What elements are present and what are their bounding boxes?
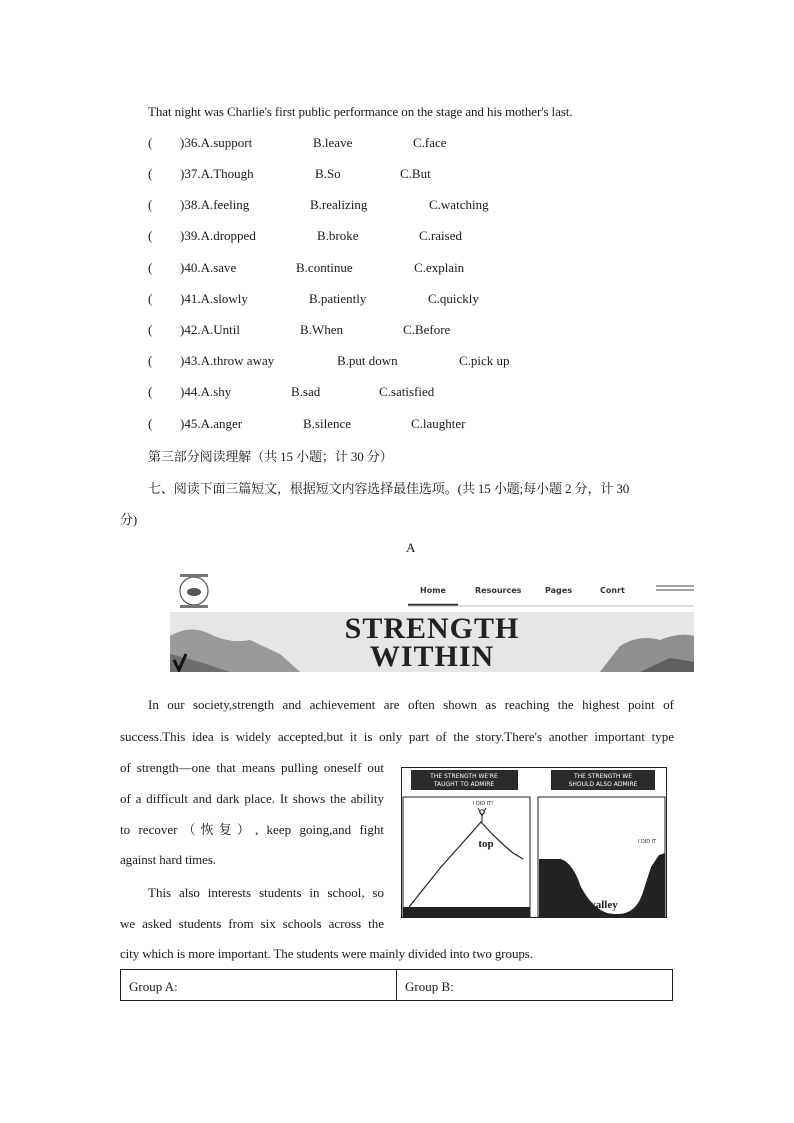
comic-right-caption-1: THE STRENGTH WE — [573, 773, 633, 780]
question-row — [148, 197, 708, 215]
option-a: )36.A.support — [180, 135, 253, 150]
intro-sentence: That night was Charlie's first public performance on the stage and his mother's last. — [148, 104, 573, 119]
passage-line-9: city which is more important. The students were mainly divided into two groups. — [120, 946, 533, 961]
answer-bracket: ( — [148, 322, 153, 337]
option-a: )38.A.feeling — [180, 197, 250, 212]
strength-comic — [401, 767, 667, 918]
option-c: C.explain — [414, 260, 465, 275]
group-b-cell: Group B: — [396, 970, 672, 1000]
question-row — [148, 135, 708, 153]
instruction-line-2: 分) — [120, 512, 138, 527]
question-row — [148, 416, 708, 434]
comic-right-caption-2: SHOULD ALSO ADMIRE — [568, 781, 638, 788]
banner-nav-resources: Resources — [475, 586, 522, 595]
section-title: 第三部分阅读理解（共 15 小题；计 30 分） — [148, 449, 393, 464]
answer-bracket: ( — [148, 228, 153, 243]
passage-line-7: This also interests students in school, so — [148, 885, 384, 900]
question-row — [148, 353, 708, 371]
answer-bracket: ( — [148, 166, 153, 181]
passage-line-1: In our society,strength and achievement are often shown as reaching the highest point of — [148, 697, 674, 712]
groups-table — [120, 969, 673, 1001]
banner-nav-conrt: Conrt — [600, 586, 625, 595]
answer-bracket: ( — [148, 384, 153, 399]
answer-bracket: ( — [148, 260, 153, 275]
option-b: B.put down — [337, 353, 398, 368]
banner-nav-home: Home — [420, 586, 446, 595]
question-row — [148, 322, 708, 340]
option-c: C.quickly — [428, 291, 479, 306]
option-a: )45.A.anger — [180, 416, 243, 431]
option-c: C.satisfied — [379, 384, 435, 399]
option-b: B.broke — [317, 228, 359, 243]
answer-bracket: ( — [148, 353, 153, 368]
option-c: C.raised — [419, 228, 462, 243]
option-a: )40.A.save — [180, 260, 237, 275]
question-row — [148, 228, 708, 246]
option-a: )42.A.Until — [180, 322, 240, 337]
answer-bracket: ( — [148, 416, 153, 431]
question-row — [148, 166, 708, 184]
option-a: )39.A.dropped — [180, 228, 256, 243]
answer-bracket: ( — [148, 291, 153, 306]
option-b: B.silence — [303, 416, 352, 431]
option-b: B.So — [315, 166, 341, 181]
passage-line-3: of strength—one that means pulling oneself out — [120, 760, 384, 775]
comic-left-caption-2: TAUGHT TO ADMIRE — [433, 781, 495, 788]
strength-within-banner — [170, 574, 694, 672]
passage-line-8: we asked students from six schools across the — [120, 916, 384, 931]
comic-right-speech: I DID IT — [637, 839, 657, 845]
answer-bracket: ( — [148, 135, 153, 150]
option-c: C.watching — [429, 197, 489, 212]
passage-line-2: success.This idea is widely accepted,but it is only part of the story.There's another important type — [120, 729, 674, 744]
option-c: C.Before — [403, 322, 451, 337]
passage-line-6: against hard times. — [120, 852, 216, 867]
option-c: C.laughter — [411, 416, 466, 431]
banner-nav-pages: Pages — [545, 586, 572, 595]
option-b: B.realizing — [310, 197, 368, 212]
option-c: C.But — [400, 166, 431, 181]
option-a: )37.A.Though — [180, 166, 254, 181]
option-b: B.patiently — [309, 291, 367, 306]
option-b: B.When — [300, 322, 343, 337]
option-c: C.pick up — [459, 353, 510, 368]
option-b: B.continue — [296, 260, 353, 275]
option-a: )43.A.throw away — [180, 353, 275, 368]
passage-line-5: to recover（恢复）, keep going,and fight — [120, 822, 384, 837]
comic-left-speech: I DID IT! — [472, 801, 494, 807]
option-c: C.face — [413, 135, 447, 150]
question-row — [148, 260, 708, 278]
question-row — [148, 291, 708, 309]
passage-line-4: of a difficult and dark place. It shows the ability — [120, 791, 384, 806]
passage-label: A — [406, 540, 416, 555]
instruction-line-1: 七、阅读下面三篇短文，根据短文内容选择最佳选项。(共 15 小题;每小题 2 分，计 30 — [148, 481, 630, 496]
comic-left-caption-1: THE STRENGTH WE'RE — [430, 773, 498, 780]
comic-label-top: top — [478, 838, 494, 850]
option-b: B.leave — [313, 135, 353, 150]
option-a: )41.A.slowly — [180, 291, 248, 306]
banner-title-line1: STRENGTH — [344, 612, 520, 645]
option-b: B.sad — [291, 384, 321, 399]
answer-bracket: ( — [148, 197, 153, 212]
group-a-cell: Group A: — [129, 979, 178, 994]
question-row — [148, 384, 708, 402]
comic-label-valley: valley — [590, 899, 618, 911]
banner-title-line2: WITHIN — [369, 640, 495, 672]
option-a: )44.A.shy — [180, 384, 232, 399]
